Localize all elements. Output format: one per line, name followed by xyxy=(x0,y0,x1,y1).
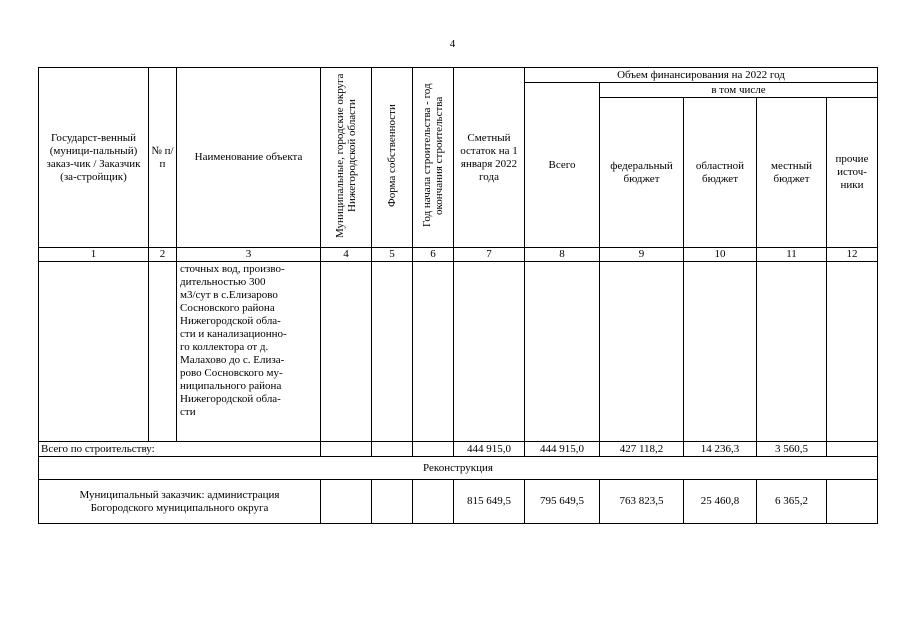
column-number: 11 xyxy=(757,248,827,262)
header-remainder: Сметный остаток на 1 января 2022 года xyxy=(454,68,525,248)
header-other: прочие источ-ники xyxy=(827,98,878,248)
header-ownership xyxy=(372,68,413,248)
column-number: 1 xyxy=(39,248,149,262)
construction-total-federal: 427 118,2 xyxy=(600,442,684,457)
header-object-name: Наименование объекта xyxy=(177,68,321,248)
header-num: № п/п xyxy=(149,68,177,248)
column-number: 5 xyxy=(372,248,413,262)
header-municipal xyxy=(321,68,372,248)
header-years-text: Год начала строительства - год окончания строительства xyxy=(421,83,445,228)
object-name-cell: сточных вод, произво- дительностью 300 м3/сут в с.Елизарово Сосновского района Нижегородской обла- сти и канализационно- го коллектора от д. Малахово до с. Елиза- рово Сосновского му- ниципального района Нижегородской обла- сти xyxy=(177,262,321,442)
header-local: местный бюджет xyxy=(757,98,827,248)
page-number: 4 xyxy=(449,38,456,50)
column-number: 4 xyxy=(321,248,372,262)
column-number: 2 xyxy=(149,248,177,262)
column-number: 12 xyxy=(827,248,878,262)
header-including: в том числе xyxy=(600,83,878,98)
construction-total-local: 3 560,5 xyxy=(757,442,827,457)
construction-total-sum: 444 915,0 xyxy=(525,442,600,457)
customer-row-local: 6 365,2 xyxy=(757,480,827,524)
column-number: 9 xyxy=(600,248,684,262)
customer-row-label: Муниципальный заказчик: администрация Богородского муниципального округа xyxy=(39,480,321,524)
customer-row xyxy=(39,480,878,524)
column-number: 3 xyxy=(177,248,321,262)
header-years xyxy=(413,68,454,248)
construction-total-row xyxy=(39,442,878,457)
construction-total-remainder: 444 915,0 xyxy=(454,442,525,457)
construction-total-regional: 14 236,3 xyxy=(684,442,757,457)
customer-row-remainder: 815 649,5 xyxy=(454,480,525,524)
header-municipal-text: Муниципальные, городские округа Нижегородской области xyxy=(334,73,358,238)
column-numbers-row xyxy=(39,248,878,262)
column-number: 8 xyxy=(525,248,600,262)
customer-row-total: 795 649,5 xyxy=(525,480,600,524)
customer-row-regional: 25 460,8 xyxy=(684,480,757,524)
header-regional: областной бюджет xyxy=(684,98,757,248)
construction-total-label: Всего по строительству: xyxy=(39,442,321,457)
column-number: 7 xyxy=(454,248,525,262)
column-number: 10 xyxy=(684,248,757,262)
section-row xyxy=(39,457,878,480)
header-federal: федеральный бюджет xyxy=(600,98,684,248)
customer-row-federal: 763 823,5 xyxy=(600,480,684,524)
section-title: Реконструкция xyxy=(39,457,878,480)
header-customer: Государст-венный (муници-пальный) заказ-чик / Заказчик (за-стройщик) xyxy=(39,68,149,248)
continuation-row xyxy=(39,262,878,442)
header-financing: Объем финансирования на 2022 год xyxy=(525,68,878,83)
column-number: 6 xyxy=(413,248,454,262)
financing-table xyxy=(38,67,878,524)
header-ownership-text: Форма собственности xyxy=(386,104,398,207)
header-total: Всего xyxy=(525,83,600,248)
